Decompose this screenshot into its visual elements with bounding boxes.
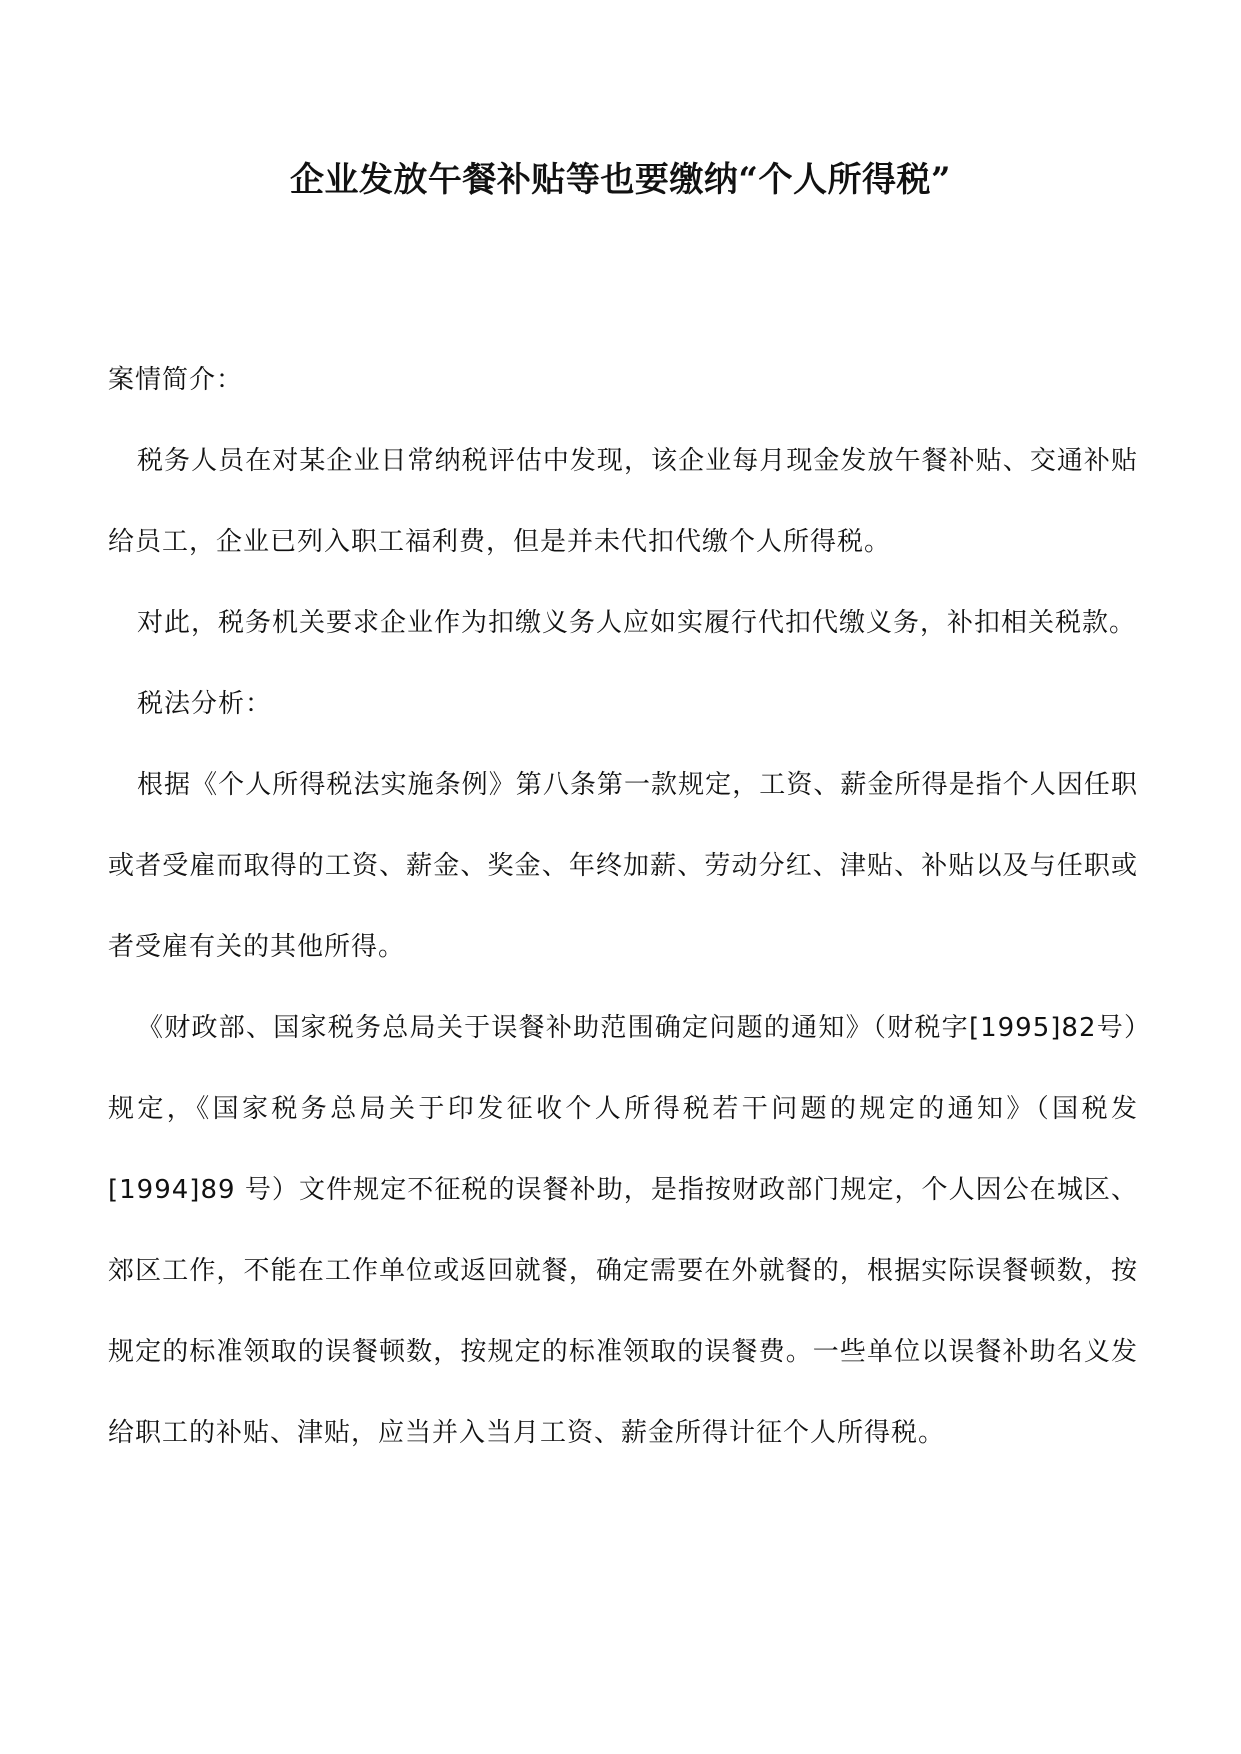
document-body: [108, 340, 1138, 1474]
paragraph-meal-subsidy-notice: 《财政部、国家税务总局关于误餐补助范围确定问题的通知》（财税字[1995]82号）规定，《国家税务总局关于印发征收个人所得税若干问题的规定的通知》（国税发[1994]89 号）文件规定不征税的误餐补助，是指按财政部门规定，个人因公在城区、郊区工作，不能在工作单位或返回就餐，确定需要在外就餐的，根据实际误餐顿数，按规定的标准领取的误餐顿数，按规定的标准领取的误餐费。一些单位以误餐补助名义发给职工的补贴、津贴，应当并入当月工资、薪金所得计征个人所得税。: [108, 1013, 1138, 1448]
paragraph-case-description: 税务人员在对某企业日常纳税评估中发现，该企业每月现金发放午餐补贴、交通补贴给员工，企业已列入职工福利费，但是并未代扣代缴个人所得税。: [108, 446, 1138, 557]
paragraph-analysis-heading: 税法分析：: [137, 689, 273, 719]
paragraph-case-heading: 案情简介：: [108, 365, 244, 395]
paragraph-regulation-article: 根据《个人所得税法实施条例》第八条第一款规定，工资、薪金所得是指个人因任职或者受雇而取得的工资、薪金、奖金、年终加薪、劳动分红、津贴、补贴以及与任职或者受雇有关的其他所得。: [108, 770, 1138, 962]
document-title: 企业发放午餐补贴等也要缴纳“个人所得税”: [289, 160, 952, 200]
paragraph-tax-authority-action: 对此，税务机关要求企业作为扣缴义务人应如实履行代扣代缴义务，补扣相关税款。: [137, 608, 1137, 638]
